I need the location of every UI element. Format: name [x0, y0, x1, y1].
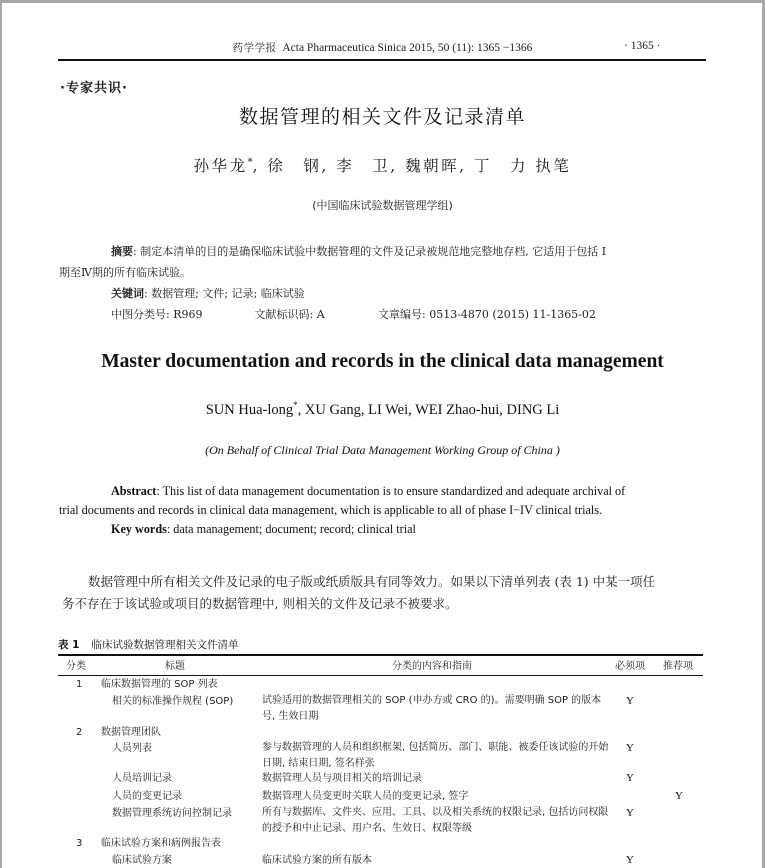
authors-rest-cn: , 徐 钢, 李 卫, 魏朝晖, 丁 力 执笔	[252, 157, 572, 175]
row-title: 临床试验方案	[112, 855, 172, 866]
group-name: 数据管理团队	[101, 727, 161, 738]
classification-row	[85, 304, 685, 325]
article-id: 文章编号: 0513-4870 (2015) 11-1365-02	[378, 308, 596, 321]
row-required-mark: Y	[626, 854, 634, 866]
row-content: 试验适用的数据管理相关的 SOP (申办方或 CRO 的)。需要明确 SOP 的版本号, 生效日期	[262, 695, 602, 722]
author-first-cn: 孙华龙	[193, 157, 248, 175]
group-name: 临床数据管理的 SOP 列表	[101, 679, 218, 690]
table-header-rule	[58, 675, 703, 676]
table-top-rule	[58, 654, 703, 656]
header-category: 分类	[66, 661, 86, 672]
authors-cn	[0, 154, 765, 176]
abstract-cn	[59, 241, 685, 325]
affiliation-cn: (中国临床试验数据管理学组)	[312, 199, 453, 212]
row-content: 数据管理人员与项目相关的培训记录	[262, 773, 422, 784]
abstract-cn-text1: : 制定本清单的目的是确保临床试验中数据管理的文件及记录被规范地完整地存档, 它适用于包括 I	[133, 245, 607, 258]
body-line2: 务不存在于该试验或项目的数据管理中, 则相关的文件及记录不被要求。	[62, 596, 458, 611]
keywords-en-label: Key words	[111, 522, 167, 536]
group-number: 3	[76, 838, 83, 849]
abstract-cn-line2: 期至Ⅳ期的所有临床试验。	[59, 266, 191, 279]
row-title: 数据管理系统访问控制记录	[112, 808, 232, 819]
row-title: 人员列表	[112, 743, 152, 754]
row-required-mark: Y	[626, 772, 634, 784]
row-required-mark: Y	[626, 695, 634, 707]
abstract-cn-label: 摘要	[111, 245, 133, 258]
abstract-en-line2: trial documents and records in clinical data management, which is applicable to all of phase I−IV clinical trials.	[59, 503, 603, 517]
body-paragraph	[62, 571, 712, 615]
table-caption	[58, 637, 238, 652]
row-content: 临床试验方案的所有版本	[262, 855, 372, 866]
clc-number: 中图分类号: R969	[111, 308, 203, 321]
header-recommended: 推荐项	[663, 661, 693, 672]
keywords-cn-label: 关键词	[111, 287, 144, 300]
viewer-frame-top	[0, 0, 765, 3]
body-line1: 数据管理中所有相关文件及记录的电子版或纸质版具有同等效力。如果以下清单列表 (表 1) 中某一项任	[88, 574, 656, 589]
abstract-en	[59, 482, 695, 539]
table-number: 表 1	[58, 639, 80, 651]
row-title: 相关的标准操作规程 (SOP)	[112, 696, 234, 707]
row-required-mark: Y	[626, 742, 634, 754]
keywords-en	[85, 520, 695, 539]
row-recommended-mark: Y	[675, 790, 683, 802]
abstract-en-text1: : This list of data management documentation is to ensure standardized and adequate archival of	[156, 484, 626, 498]
author-first-en: SUN Hua-long	[205, 401, 294, 418]
row-content: 数据管理人员变更时关联人员的变更记录, 签字	[262, 791, 469, 802]
title-en: Master documentation and records in the clinical data management	[101, 351, 664, 372]
row-title: 人员培训记录	[112, 773, 172, 784]
corresponding-mark-en: *	[293, 400, 298, 410]
corresponding-mark-cn: *	[247, 156, 253, 168]
authors-en	[0, 400, 765, 419]
group-name: 临床试验方案和病例报告表	[101, 838, 221, 849]
header-content: 分类的内容和指南	[392, 661, 472, 672]
journal-name-cn: 药学学报	[232, 42, 277, 54]
keywords-cn	[85, 283, 685, 304]
affiliation-en: (On Behalf of Clinical Trial Data Management Working Group of China )	[205, 443, 560, 457]
keywords-en-text: : data management; document; record; clinical trial	[166, 522, 416, 536]
group-number: 1	[76, 679, 83, 690]
document-code: 文献标识码: A	[254, 308, 325, 321]
row-title: 人员的变更记录	[112, 791, 182, 802]
row-content: 参与数据管理的人员和组织框架, 包括简历、部门、职能、被委任该试验的开始日期, 结束日期, 签名样张	[262, 742, 609, 769]
viewer-frame-left	[0, 0, 2, 868]
header-required: 必须项	[615, 661, 645, 672]
header-rule	[58, 59, 706, 61]
title-cn: 数据管理的相关文件及记录清单	[238, 106, 526, 128]
page-number: · 1365 ·	[624, 40, 661, 52]
column-tag: ·专家共识·	[60, 81, 128, 96]
group-number: 2	[76, 727, 83, 738]
keywords-cn-text: : 数据管理; 文件; 记录; 临床试验	[144, 287, 305, 300]
row-content: 所有与数据库、文件夹、应用、工具、以及相关系统的权限记录, 包括访问权限的授予和中止记录、用户名、生效日、权限等级	[262, 807, 609, 834]
header-title: 标题	[165, 661, 185, 672]
abstract-en-line1	[85, 482, 695, 501]
journal-citation: Acta Pharmaceutica Sinica 2015, 50 (11): 1365 −1366	[282, 42, 533, 54]
row-required-mark: Y	[626, 807, 634, 819]
authors-rest-en: , XU Gang, LI Wei, WEI Zhao-hui, DING Li	[297, 401, 560, 418]
abstract-cn-line1	[85, 241, 685, 262]
table-title: 临床试验数据管理相关文件清单	[91, 639, 239, 651]
abstract-en-label: Abstract	[111, 484, 157, 498]
